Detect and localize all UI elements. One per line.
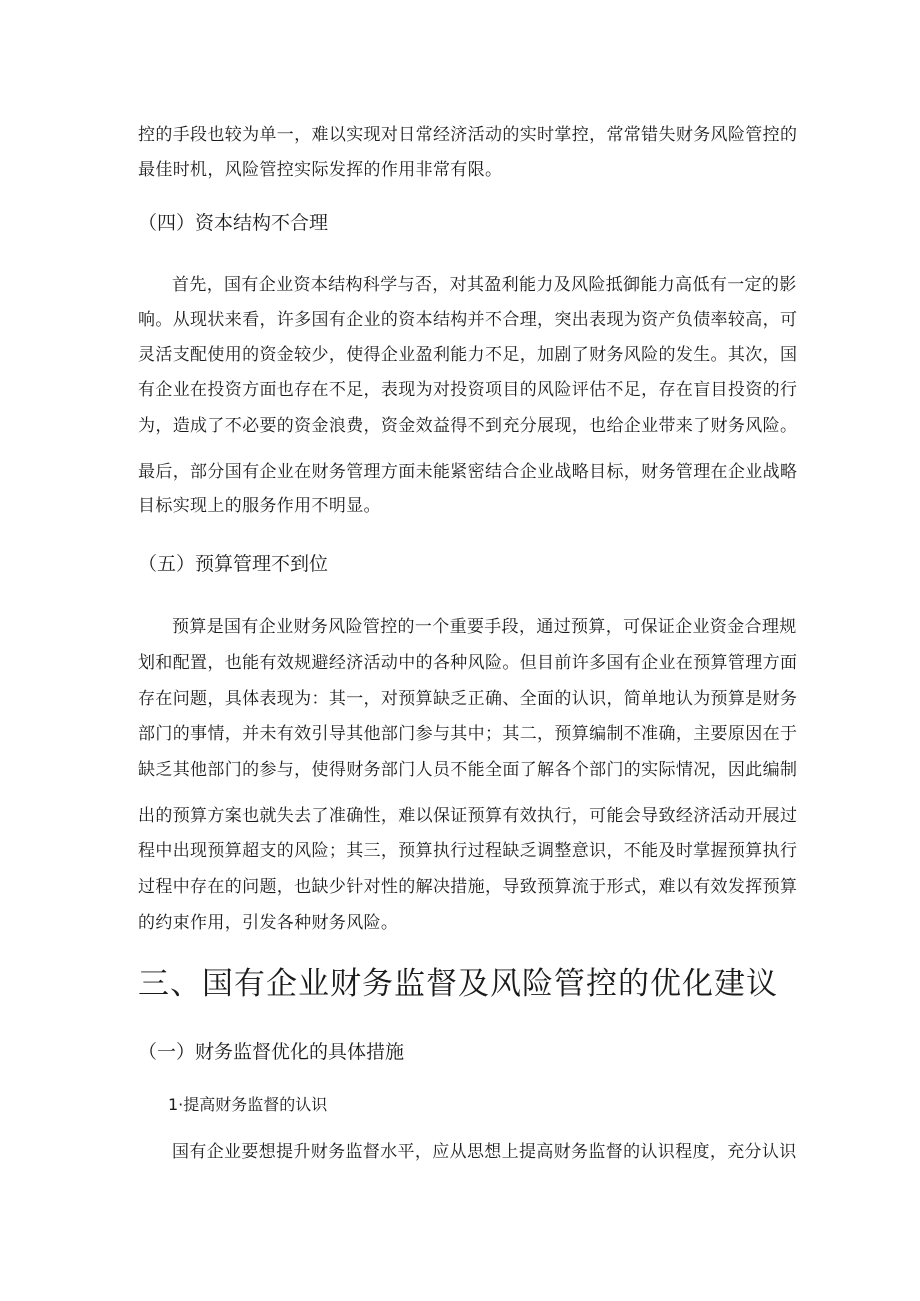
- chapter-title: 三、国有企业财务监督及风险管控的优化建议: [138, 966, 778, 1002]
- paragraph-line: 控的手段也较为单一，难以实现对日常经济活动的实时掌控，常常错失财务风险管控的: [138, 125, 798, 145]
- paragraph-line: 出的预算方案也就失去了准确性，难以保证预算有效执行，可能会导致经济活动开展过: [138, 806, 798, 826]
- paragraph-line: 有企业在投资方面也存在不足，表现为对投资项目的风险评估不足，存在盲目投资的行: [138, 380, 798, 400]
- paragraph-line: 目标实现上的服务作用不明显。: [138, 496, 381, 516]
- paragraph-line: 过程中存在的问题，也缺少针对性的解决措施，导致预算流于形式，难以有效发挥预算: [138, 877, 798, 897]
- paragraph-line: 程中出现预算超支的风险；其三，预算执行过程缺乏调整意识，不能及时掌握预算执行: [138, 841, 798, 861]
- paragraph-line: 最佳时机，风险管控实际发挥的作用非常有限。: [138, 160, 503, 180]
- paragraph-line: 预算是国有企业财务风险管控的一个重要手段，通过预算，可保证企业资金合理规: [172, 617, 797, 637]
- paragraph-line: 的约束作用，引发各种财务风险。: [138, 913, 399, 933]
- paragraph-line: 响。从现状来看，许多国有企业的资本结构并不合理，突出表现为资产负债率较高，可: [138, 310, 798, 330]
- paragraph-line: 缺乏其他部门的参与，使得财务部门人员不能全面了解各个部门的实际情况，因此编制: [138, 760, 798, 780]
- paragraph-line: 部门的事情，并未有效引导其他部门参与其中；其二，预算编制不准确，主要原因在于: [138, 724, 798, 744]
- paragraph-line: 灵活支配使用的资金较少，使得企业盈利能力不足，加剧了财务风险的发生。其次，国: [138, 345, 798, 365]
- paragraph-line: 国有企业要想提升财务监督水平，应从思想上提高财务监督的认识程度，充分认识: [172, 1142, 797, 1162]
- paragraph-line: 最后，部分国有企业在财务管理方面未能紧密结合企业战略目标，财务管理在企业战略: [138, 462, 798, 482]
- item-heading-1: 1·提高财务监督的认识: [168, 1095, 328, 1114]
- section-heading-4: （四）资本结构不合理: [138, 212, 329, 234]
- section-heading-5: （五）预算管理不到位: [138, 553, 329, 575]
- paragraph-line: 存在问题，具体表现为：其一，对预算缺乏正确、全面的认识，简单地认为预算是财务: [138, 689, 798, 709]
- paragraph-line: 首先，国有企业资本结构科学与否，对其盈利能力及风险抵御能力高低有一定的影: [172, 275, 797, 295]
- paragraph-line: 为，造成了不必要的资金浪费，资金效益得不到充分展现，也给企业带来了财务风险。: [138, 416, 798, 436]
- subsection-heading-1: （一）财务监督优化的具体措施: [138, 1041, 405, 1063]
- paragraph-line: 划和配置，也能有效规避经济活动中的各种风险。但目前许多国有企业在预算管理方面: [138, 653, 798, 673]
